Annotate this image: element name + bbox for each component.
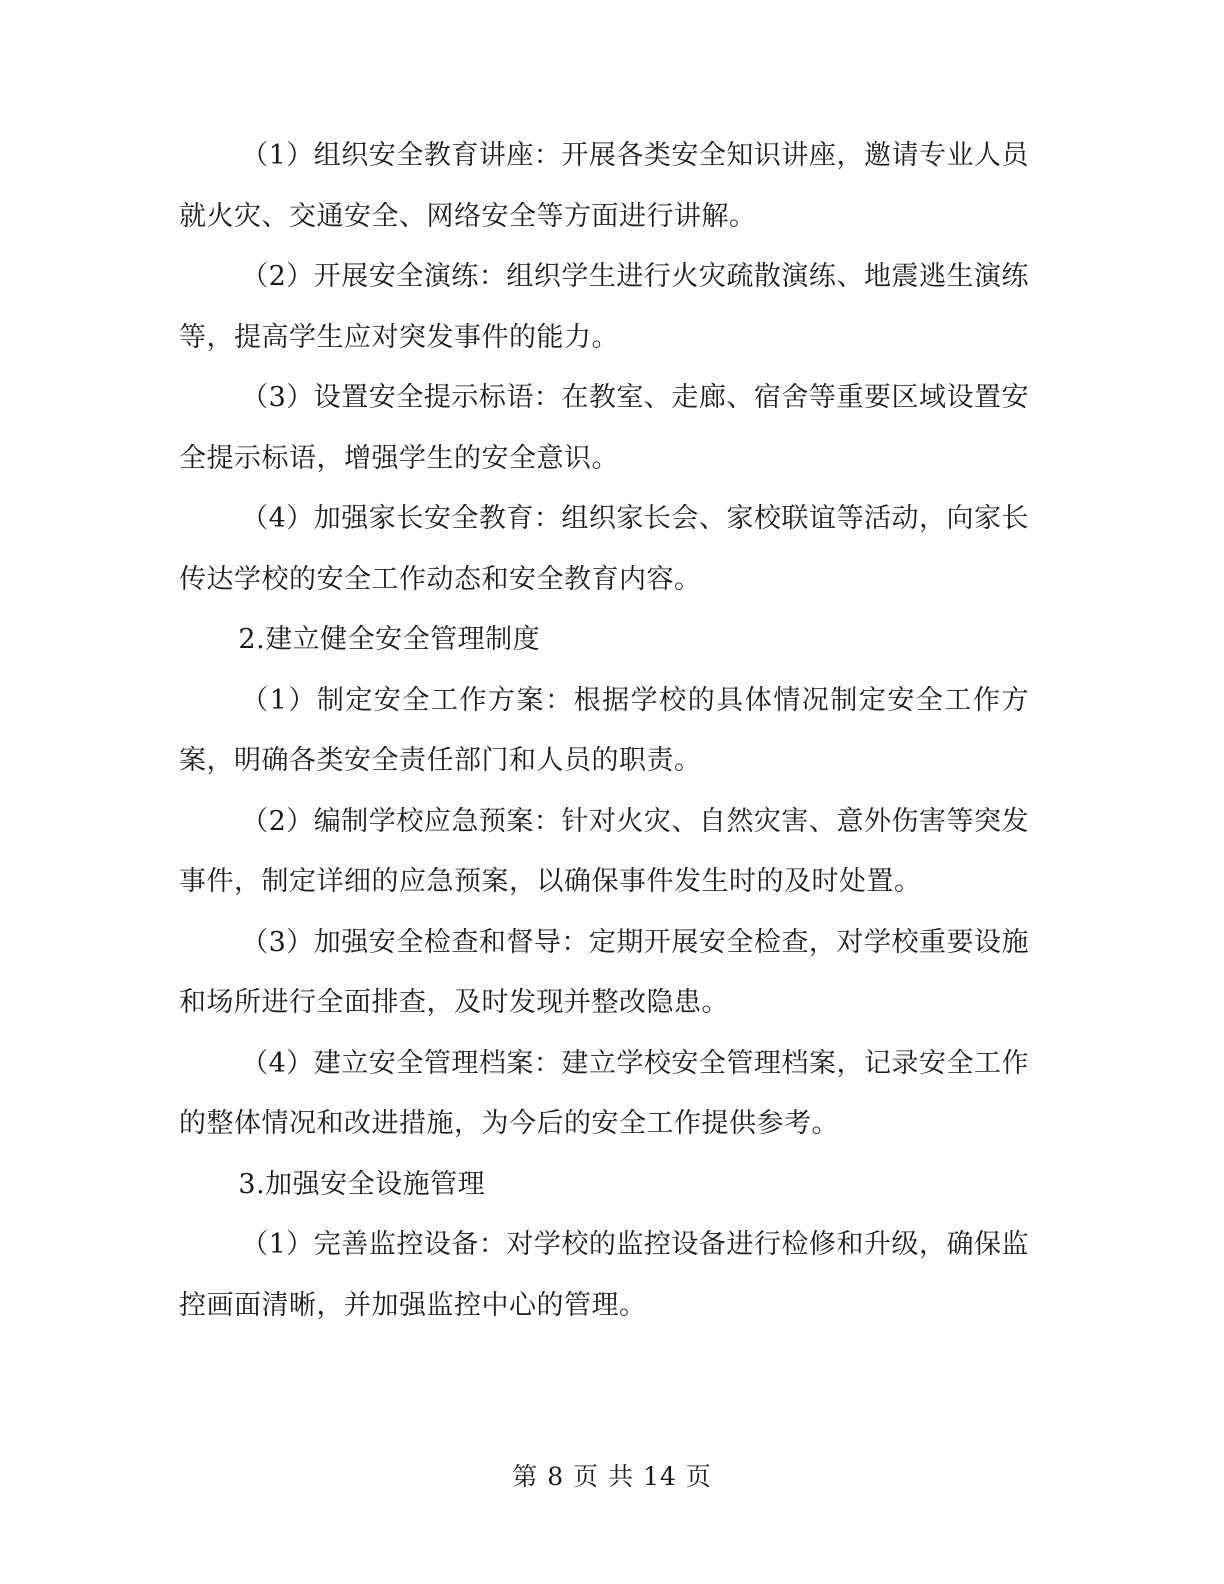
paragraph-emergency-plan: （2）编制学校应急预案：针对火灾、自然灾害、意外伤害等突发事件，制定详细的应急预案，以确保事件发生时的及时处置。 [179, 805, 1029, 897]
paragraph-archive: （4）建立安全管理档案：建立学校安全管理档案，记录安全工作的整体情况和改进措施，为今后的安全工作提供参考。 [179, 1047, 1029, 1139]
paragraph-lecture: （1）组织安全教育讲座：开展各类安全知识讲座，邀请专业人员就火灾、交通安全、网络安全等方面进行讲解。 [179, 140, 1029, 232]
paragraph-work-plan: （1）制定安全工作方案：根据学校的具体情况制定安全工作方案，明确各类安全责任部门和人员的职责。 [179, 684, 1029, 776]
section-heading-facilities: 3.加强安全设施管理 [238, 1168, 486, 1200]
paragraph-inspection: （3）加强安全检查和督导：定期开展安全检查，对学校重要设施和场所进行全面排查，及时发现并整改隐患。 [179, 926, 1029, 1018]
paragraph-monitoring: （1）完善监控设备：对学校的监控设备进行检修和升级，确保监控画面清晰，并加强监控中心的管理。 [179, 1229, 1029, 1321]
page-number-footer: 第 8 页 共 14 页 [512, 1462, 712, 1491]
section-heading-management-system: 2.建立健全安全管理制度 [238, 624, 541, 655]
paragraph-parent-education: （4）加强家长安全教育：组织家长会、家校联谊等活动，向家长传达学校的安全工作动态和安全教育内容。 [179, 503, 1029, 595]
document-body [179, 126, 1029, 1336]
paragraph-slogan: （3）设置安全提示标语：在教室、走廊、宿舍等重要区域设置安全提示标语，增强学生的安全意识。 [179, 382, 1029, 474]
paragraph-drill: （2）开展安全演练：组织学生进行火灾疏散演练、地震逃生演练等，提高学生应对突发事件的能力。 [179, 261, 1029, 353]
